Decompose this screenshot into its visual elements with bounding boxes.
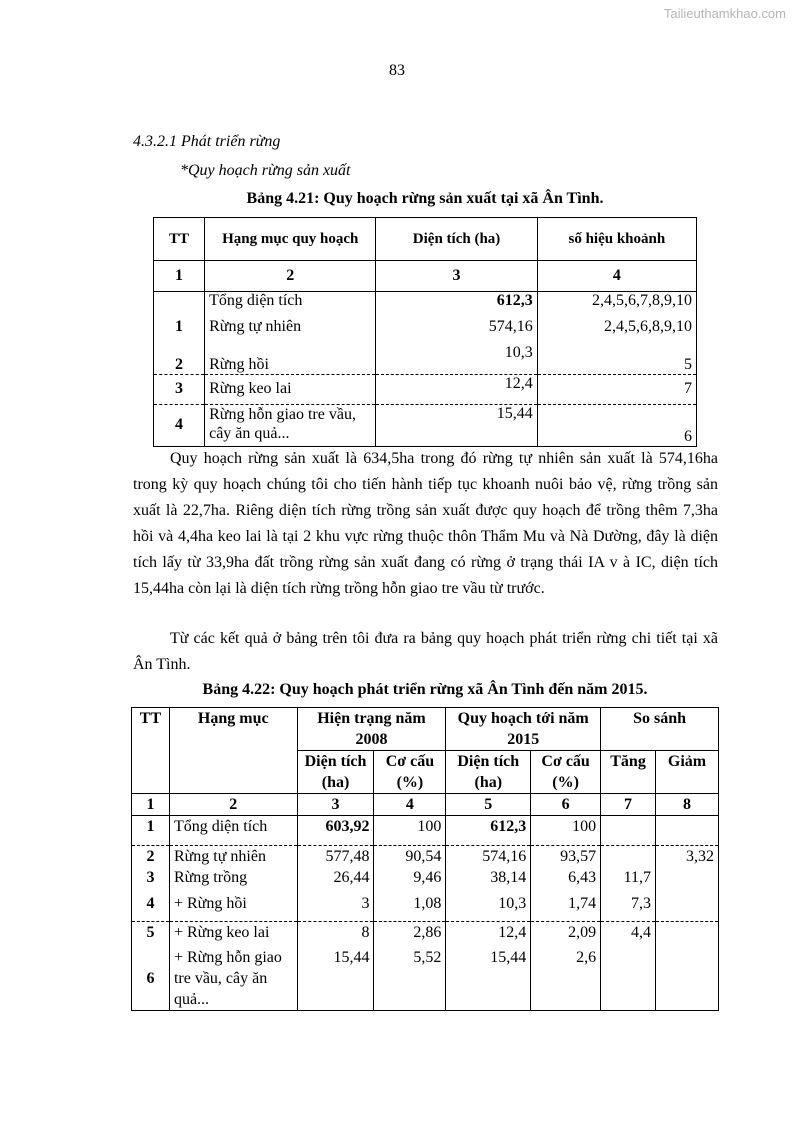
table2-cell-structure-2008: 1,08 — [374, 893, 446, 921]
table2-cell-name: + Rừng keo lai — [169, 921, 297, 947]
table2-header-area-2015: Diện tích (ha) — [446, 751, 531, 794]
table2-cell-name: + Rừng hỗn giao tre vầu, cây ăn quả... — [169, 947, 297, 1011]
table1-cell-area: 10,3 — [376, 344, 537, 374]
table2-colnum: 6 — [531, 794, 601, 816]
table2-header-decrease: Giảm — [656, 751, 719, 794]
section-heading: 4.3.2.1 Phát triển rừng — [133, 133, 281, 150]
table2-cell-structure-2015: 1,74 — [531, 893, 601, 921]
table2-cell-name: Rừng trồng — [169, 867, 297, 893]
table1-cell-tt: 3 — [154, 374, 205, 404]
table2-header-area-2008: Diện tích (ha) — [297, 751, 374, 794]
table2-header-structure-2008: Cơ cấu (%) — [374, 751, 446, 794]
table2-cell-area-2015: 574,16 — [446, 846, 531, 868]
table1-cell-plots: 2,4,5,6,8,9,10 — [537, 318, 696, 344]
table2-cell-structure-2015: 2,6 — [531, 947, 601, 1011]
table2-cell-tt: 3 — [132, 867, 170, 893]
table2-cell-tt: 1 — [132, 816, 170, 846]
table2-cell-increase: 7,3 — [601, 893, 656, 921]
table1-cell-tt — [154, 292, 205, 319]
table-row — [154, 318, 697, 344]
table2-cell-structure-2015: 100 — [531, 816, 601, 846]
table2-cell-area-2008: 26,44 — [297, 867, 374, 893]
table2-header-tt: TT — [132, 708, 170, 794]
table2-cell-structure-2008: 100 — [374, 816, 446, 846]
table1-cell-area: 15,44 — [376, 404, 537, 446]
table2-cell-structure-2015: 6,43 — [531, 867, 601, 893]
table2-cell-structure-2015: 2,09 — [531, 921, 601, 947]
table1-cell-area: 612,3 — [376, 292, 537, 319]
table2-colnum: 8 — [656, 794, 719, 816]
table-row — [132, 921, 719, 947]
table2-cell-increase — [601, 947, 656, 1011]
table1-header-tt: TT — [154, 218, 205, 261]
paragraph-2: Từ các kết quả ở bảng trên tôi đưa ra bảng quy hoạch phát triển rừng chi tiết tại xã Ân Tình. — [133, 630, 718, 673]
table2-cell-area-2015: 38,14 — [446, 867, 531, 893]
table1-colnum: 4 — [537, 261, 696, 292]
table2-cell-name: Tổng diện tích — [169, 816, 297, 846]
table1-cell-plots: 7 — [537, 374, 696, 404]
table2-cell-increase: 4,4 — [601, 921, 656, 947]
table1-colnum: 3 — [376, 261, 537, 292]
table2-cell-area-2015: 10,3 — [446, 893, 531, 921]
table1-cell-area: 12,4 — [376, 374, 537, 404]
table2-cell-structure-2008: 5,52 — [374, 947, 446, 1011]
table2-cell-area-2015: 15,44 — [446, 947, 531, 1011]
table2-cell-structure-2008: 2,86 — [374, 921, 446, 947]
table2-cell-increase: 11,7 — [601, 867, 656, 893]
table2-cell-decrease: 3,32 — [656, 846, 719, 868]
table1-cell-name: Rừng tự nhiên — [205, 318, 376, 344]
page-number: 83 — [389, 62, 405, 79]
table2-cell-decrease — [656, 816, 719, 846]
table2-cell-area-2008: 3 — [297, 893, 374, 921]
table1-cell-name: Rừng hỗn giao tre vầu, cây ăn quả... — [205, 404, 376, 446]
table2-cell-name: + Rừng hồi — [169, 893, 297, 921]
table1-caption: Bảng 4.21: Quy hoạch rừng sản xuất tại xã Ân Tình. — [246, 190, 604, 207]
table1-cell-tt: 4 — [154, 404, 205, 446]
table2-caption: Bảng 4.22: Quy hoạch phát triển rừng xã Ân Tình đến năm 2015. — [202, 681, 648, 698]
table2-header-increase: Tăng — [601, 751, 656, 794]
table2-colnum: 1 — [132, 794, 170, 816]
table2-cell-decrease — [656, 947, 719, 1011]
table2-cell-increase — [601, 846, 656, 868]
watermark: Tailieuthamkhao.com — [663, 6, 786, 21]
table-production-forest-plan — [153, 217, 697, 447]
table-row — [132, 816, 719, 846]
table1-cell-plots: 2,4,5,6,7,8,9,10 — [537, 292, 696, 319]
table-row — [154, 344, 697, 374]
table2-colnum: 7 — [601, 794, 656, 816]
table2-cell-tt: 4 — [132, 893, 170, 921]
table-row — [132, 893, 719, 921]
table1-cell-plots: 5 — [537, 344, 696, 374]
table1-cell-name: Rừng keo lai — [205, 374, 376, 404]
table2-colnum: 3 — [297, 794, 374, 816]
table-row — [154, 292, 697, 319]
table2-header-compare: So sánh — [601, 708, 719, 751]
table-row — [154, 374, 697, 404]
table1-header-item: Hạng mục quy hoạch — [205, 218, 376, 261]
table2-header-item: Hạng mục — [169, 708, 297, 794]
table2-cell-tt: 5 — [132, 921, 170, 947]
table2-cell-area-2008: 603,92 — [297, 816, 374, 846]
table2-colnum: 5 — [446, 794, 531, 816]
table2-header-plan: Quy hoạch tới năm 2015 — [446, 708, 601, 751]
table1-cell-tt: 1 — [154, 318, 205, 344]
table2-cell-structure-2015: 93,57 — [531, 846, 601, 868]
table2-cell-name: Rừng tự nhiên — [169, 846, 297, 868]
table2-header-structure-2015: Cơ cấu (%) — [531, 751, 601, 794]
table2-cell-decrease — [656, 921, 719, 947]
table1-colnum: 2 — [205, 261, 376, 292]
table1-header-plots: số hiệu khoảnh — [537, 218, 696, 261]
table2-cell-tt: 6 — [132, 947, 170, 1011]
table2-cell-area-2015: 12,4 — [446, 921, 531, 947]
table1-cell-tt: 2 — [154, 344, 205, 374]
table-row — [132, 846, 719, 868]
table1-header-area: Diện tích (ha) — [376, 218, 537, 261]
table2-cell-area-2008: 15,44 — [297, 947, 374, 1011]
subsection-heading: *Quy hoạch rừng sản xuất — [180, 162, 351, 179]
table2-cell-area-2015: 612,3 — [446, 816, 531, 846]
table2-cell-area-2008: 577,48 — [297, 846, 374, 868]
table2-cell-increase — [601, 816, 656, 846]
table1-cell-name: Tổng diện tích — [205, 292, 376, 319]
table1-colnum: 1 — [154, 261, 205, 292]
table1-cell-plots: 6 — [537, 404, 696, 446]
table2-header-current: Hiện trạng năm 2008 — [297, 708, 446, 751]
table2-colnum: 2 — [169, 794, 297, 816]
table2-cell-tt: 2 — [132, 846, 170, 868]
table1-cell-area: 574,16 — [376, 318, 537, 344]
table2-cell-structure-2008: 90,54 — [374, 846, 446, 868]
paragraph-1: Quy hoạch rừng sản xuất là 634,5ha trong đó rừng tự nhiên sản xuất là 574,16ha trong kỳ quy hoạch chúng tôi cho tiến hành tiếp tục khoanh nuôi bảo vệ, rừng trồng sản xuất là 22,7ha. Riêng diện tích rừng trồng sản xuất được quy hoạch để trồng thêm 7,3ha hồi và 4,4ha keo lai là tại 2 khu vực rừng thuộc thôn Thẩm Mu và Nà Dường, đây là diện tích lấy từ 33,9ha đất trồng rừng sản xuất đang có rừng ở trạng thái IA v à IC, diện tích 15,44ha còn lại là diện tích rừng trồng hỗn giao tre vầu từ trước. — [133, 450, 718, 597]
table-forest-development-plan — [131, 707, 719, 1011]
table-row — [132, 947, 719, 1011]
table-row — [132, 867, 719, 893]
table2-cell-structure-2008: 9,46 — [374, 867, 446, 893]
table2-cell-area-2008: 8 — [297, 921, 374, 947]
table2-colnum: 4 — [374, 794, 446, 816]
table2-cell-decrease — [656, 893, 719, 921]
table-row — [154, 404, 697, 446]
table1-cell-name: Rừng hồi — [205, 344, 376, 374]
table2-cell-decrease — [656, 867, 719, 893]
